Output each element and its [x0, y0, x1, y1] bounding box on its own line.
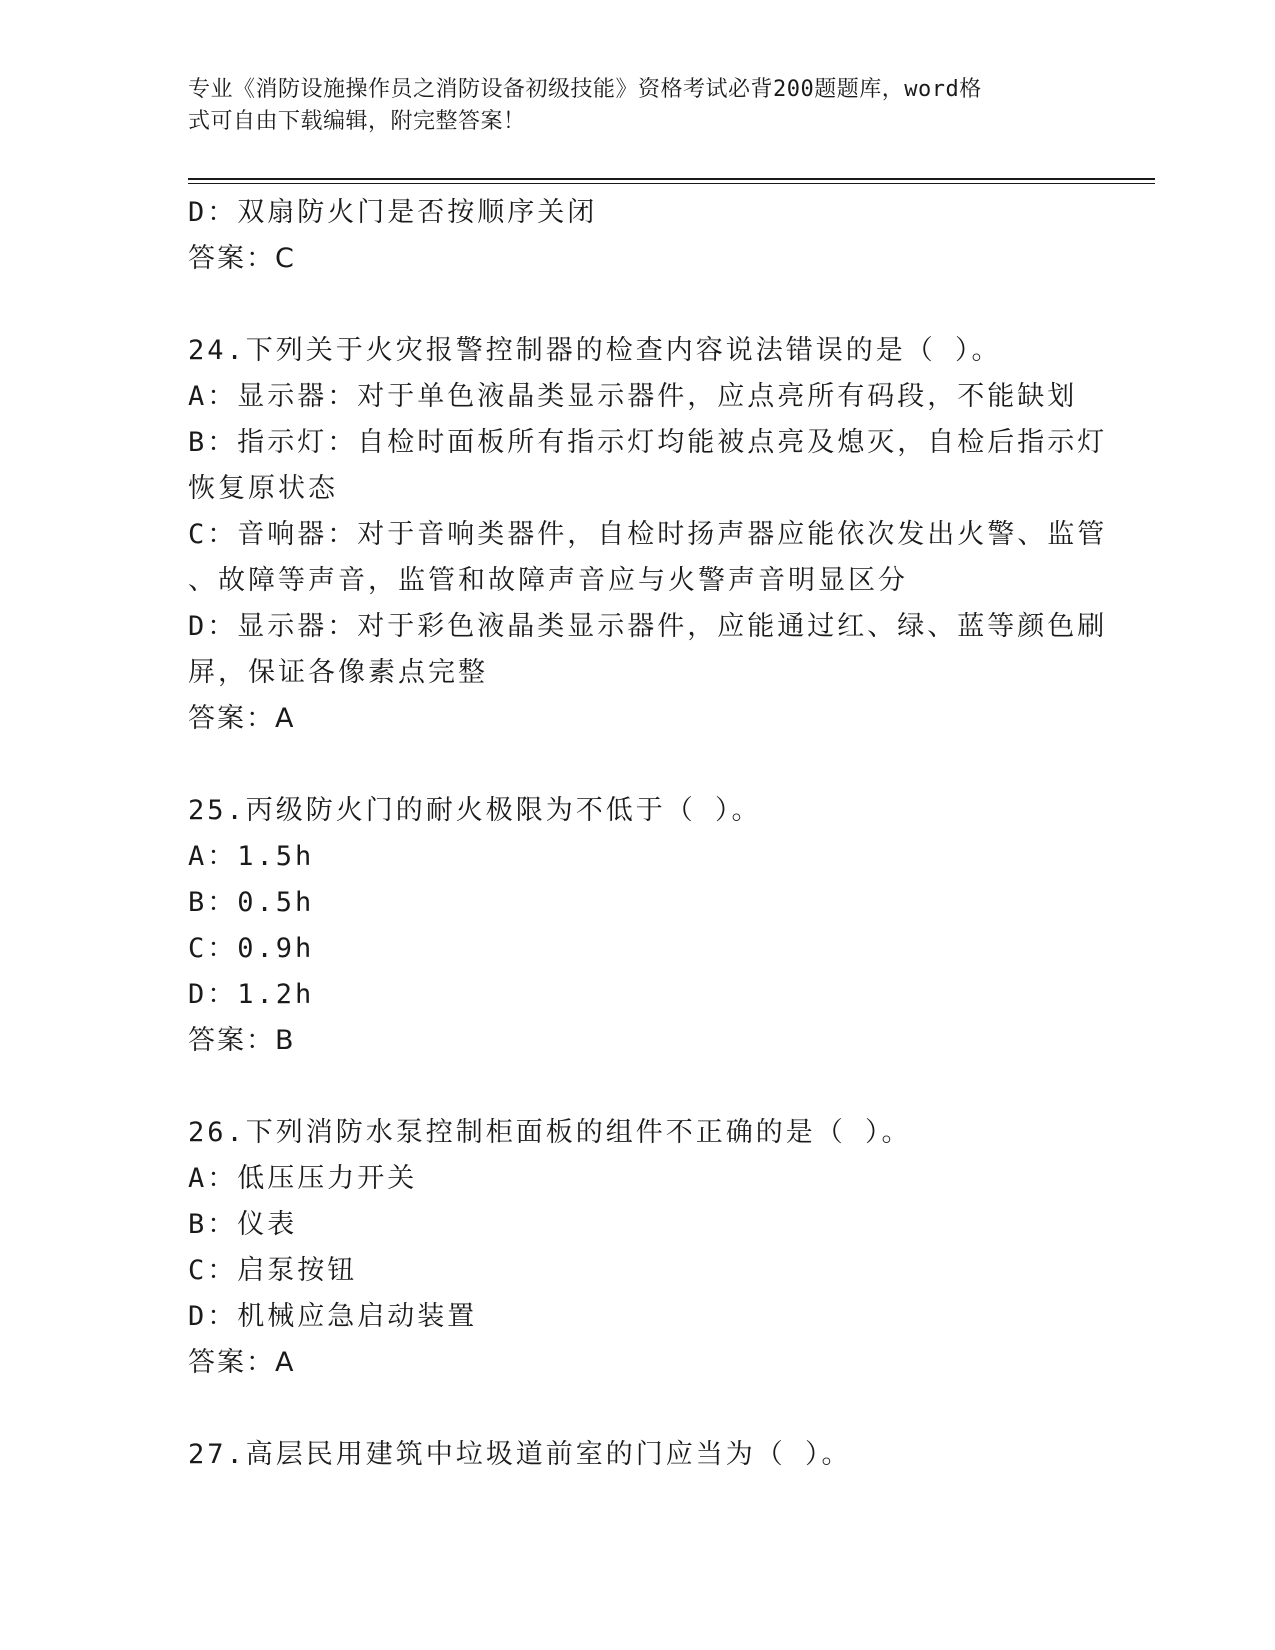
q25-option-b: B：0.5h [188, 887, 315, 918]
header-title-line-2: 式可自由下载编辑，附完整答案！ [188, 109, 526, 134]
q24-answer: 答案：A [188, 703, 296, 734]
spacer [188, 282, 1088, 328]
document-body [188, 190, 1108, 1478]
q24-option-b-line-2: 恢复原状态 [188, 473, 338, 504]
prev-answer: 答案：C [188, 243, 296, 274]
header-divider-thick [188, 178, 1155, 180]
spacer [188, 742, 1088, 788]
q24-question: 24.下列关于火灾报警控制器的检查内容说法错误的是（ ）。 [188, 335, 1002, 366]
q25-option-a: A：1.5h [188, 841, 315, 872]
q24-option-d-line-2: 屏，保证各像素点完整 [188, 657, 488, 688]
q27-question: 27.高层民用建筑中垃圾道前室的门应当为（ ）。 [188, 1439, 852, 1470]
q25-option-c: C：0.9h [188, 933, 315, 964]
q26-option-c: C：启泵按钮 [188, 1255, 358, 1286]
q26-option-d: D：机械应急启动装置 [188, 1301, 478, 1332]
q26-option-a: A：低压压力开关 [188, 1163, 418, 1194]
prev-option-d: D：双扇防火门是否按顺序关闭 [188, 197, 598, 228]
q26-option-b: B：仪表 [188, 1209, 298, 1240]
q26-question: 26.下列消防水泵控制柜面板的组件不正确的是（ ）。 [188, 1117, 912, 1148]
q24-option-b-line-1: B：指示灯：自检时面板所有指示灯均能被点亮及熄灭，自检后指示灯 [188, 427, 1108, 458]
q24-option-d-line-1: D：显示器：对于彩色液晶类显示器件，应能通过红、绿、蓝等颜色刷 [188, 611, 1108, 642]
q25-option-d: D：1.2h [188, 979, 315, 1010]
q24-option-a: A：显示器：对于单色液晶类显示器件，应点亮所有码段，不能缺划 [188, 381, 1078, 412]
document-header [188, 74, 1088, 138]
q24-option-c-line-2: 、故障等声音，监管和故障声音应与火警声音明显区分 [188, 565, 908, 596]
q25-question: 25.丙级防火门的耐火极限为不低于（ ）。 [188, 795, 762, 826]
spacer [188, 1064, 1088, 1110]
header-divider-thin [188, 183, 1155, 184]
spacer [188, 1386, 1088, 1432]
q24-option-c-line-1: C：音响器：对于音响类器件，自检时扬声器应能依次发出火警、监管 [188, 519, 1108, 550]
q25-answer: 答案：B [188, 1025, 296, 1056]
q26-answer: 答案：A [188, 1347, 296, 1378]
header-title-line-1: 专业《消防设施操作员之消防设备初级技能》资格考试必背200题题库，word格 [188, 77, 982, 102]
